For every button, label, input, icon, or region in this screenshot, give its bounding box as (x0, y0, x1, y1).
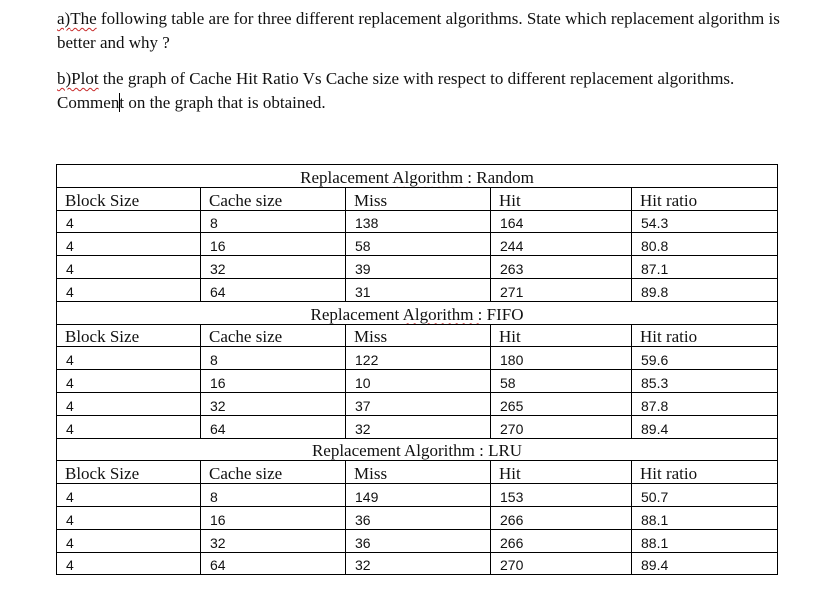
table-row (57, 529, 778, 552)
cell-block-size: 4 (57, 484, 201, 507)
cell-hit: 58 (491, 370, 632, 393)
cell-cache-size: 8 (201, 210, 346, 233)
cell-hit-ratio: 54.3 (632, 210, 778, 233)
cell-hit-ratio: 89.4 (632, 552, 778, 575)
table-row (57, 506, 778, 529)
column-header-block-size: Block Size (57, 461, 201, 484)
cell-miss: 31 (346, 278, 491, 301)
cell-miss: 32 (346, 415, 491, 438)
column-header-miss: Miss (346, 324, 491, 347)
section-title: Replacement Algorithm : LRU (57, 438, 778, 461)
cell-hit: 263 (491, 256, 632, 279)
cell-miss: 39 (346, 256, 491, 279)
cell-hit-ratio: 88.1 (632, 506, 778, 529)
replacement-algorithms-table (56, 164, 778, 575)
cell-hit-ratio: 88.1 (632, 529, 778, 552)
question-a-label: a)The (57, 9, 97, 28)
question-b-text-2: t on the graph that is obtained. (119, 93, 326, 112)
column-header-row (57, 324, 778, 347)
cell-hit: 164 (491, 210, 632, 233)
cell-cache-size: 16 (201, 506, 346, 529)
table-row (57, 347, 778, 370)
cell-miss: 36 (346, 529, 491, 552)
cell-hit: 153 (491, 484, 632, 507)
cell-hit-ratio: 59.6 (632, 347, 778, 370)
column-header-miss: Miss (346, 187, 491, 210)
cell-miss: 138 (346, 210, 491, 233)
table-row (57, 256, 778, 279)
cell-hit: 180 (491, 347, 632, 370)
column-header-row (57, 187, 778, 210)
section-title-row (57, 165, 778, 188)
column-header-hit-ratio: Hit ratio (632, 187, 778, 210)
cell-hit: 244 (491, 233, 632, 256)
question-a (57, 7, 797, 55)
cell-cache-size: 16 (201, 370, 346, 393)
cell-hit-ratio: 80.8 (632, 233, 778, 256)
table-row (57, 415, 778, 438)
cell-miss: 58 (346, 233, 491, 256)
cell-block-size: 4 (57, 506, 201, 529)
cell-miss: 37 (346, 392, 491, 415)
table-row (57, 233, 778, 256)
cell-block-size: 4 (57, 256, 201, 279)
cell-miss: 36 (346, 506, 491, 529)
table-row (57, 392, 778, 415)
cell-hit: 271 (491, 278, 632, 301)
section-title: Replacement Algorithm : FIFO (57, 301, 778, 324)
cell-block-size: 4 (57, 278, 201, 301)
cell-cache-size: 64 (201, 278, 346, 301)
column-header-block-size: Block Size (57, 324, 201, 347)
column-header-cache-size: Cache size (201, 187, 346, 210)
cell-hit: 266 (491, 529, 632, 552)
question-b-label: b)Plot (57, 69, 99, 88)
section-title-row (57, 438, 778, 461)
question-b-text-1: the graph of Cache Hit Ratio Vs Cache size with respect to different replacement algorithms. Commen (57, 69, 735, 112)
cell-miss: 149 (346, 484, 491, 507)
cell-cache-size: 32 (201, 256, 346, 279)
cell-cache-size: 8 (201, 484, 346, 507)
column-header-block-size: Block Size (57, 187, 201, 210)
cell-cache-size: 64 (201, 415, 346, 438)
cell-block-size: 4 (57, 210, 201, 233)
table-row (57, 370, 778, 393)
cell-miss: 122 (346, 347, 491, 370)
cell-cache-size: 8 (201, 347, 346, 370)
cell-hit-ratio: 85.3 (632, 370, 778, 393)
cell-hit: 270 (491, 415, 632, 438)
cell-hit: 270 (491, 552, 632, 575)
cell-hit-ratio: 87.1 (632, 256, 778, 279)
column-header-hit: Hit (491, 187, 632, 210)
cell-hit-ratio: 89.4 (632, 415, 778, 438)
cell-miss: 32 (346, 552, 491, 575)
cell-block-size: 4 (57, 529, 201, 552)
column-header-cache-size: Cache size (201, 324, 346, 347)
column-header-hit: Hit (491, 324, 632, 347)
cell-block-size: 4 (57, 415, 201, 438)
section-title-row (57, 301, 778, 324)
table-row (57, 278, 778, 301)
cell-block-size: 4 (57, 233, 201, 256)
column-header-hit-ratio: Hit ratio (632, 324, 778, 347)
cell-block-size: 4 (57, 370, 201, 393)
cell-miss: 10 (346, 370, 491, 393)
cell-cache-size: 16 (201, 233, 346, 256)
cell-block-size: 4 (57, 392, 201, 415)
cell-hit-ratio: 89.8 (632, 278, 778, 301)
column-header-miss: Miss (346, 461, 491, 484)
cell-cache-size: 64 (201, 552, 346, 575)
cell-hit: 265 (491, 392, 632, 415)
cell-hit: 266 (491, 506, 632, 529)
cell-hit-ratio: 50.7 (632, 484, 778, 507)
cell-block-size: 4 (57, 552, 201, 575)
question-a-text: following table are for three different replacement algorithms. State which replacement algorithm is better and why ? (57, 9, 780, 52)
cell-block-size: 4 (57, 347, 201, 370)
column-header-hit: Hit (491, 461, 632, 484)
section-title: Replacement Algorithm : Random (57, 165, 778, 188)
table-row (57, 210, 778, 233)
table-row (57, 552, 778, 575)
cell-hit-ratio: 87.8 (632, 392, 778, 415)
table-row (57, 484, 778, 507)
column-header-row (57, 461, 778, 484)
question-b (57, 67, 797, 115)
cell-cache-size: 32 (201, 392, 346, 415)
column-header-cache-size: Cache size (201, 461, 346, 484)
cell-cache-size: 32 (201, 529, 346, 552)
column-header-hit-ratio: Hit ratio (632, 461, 778, 484)
